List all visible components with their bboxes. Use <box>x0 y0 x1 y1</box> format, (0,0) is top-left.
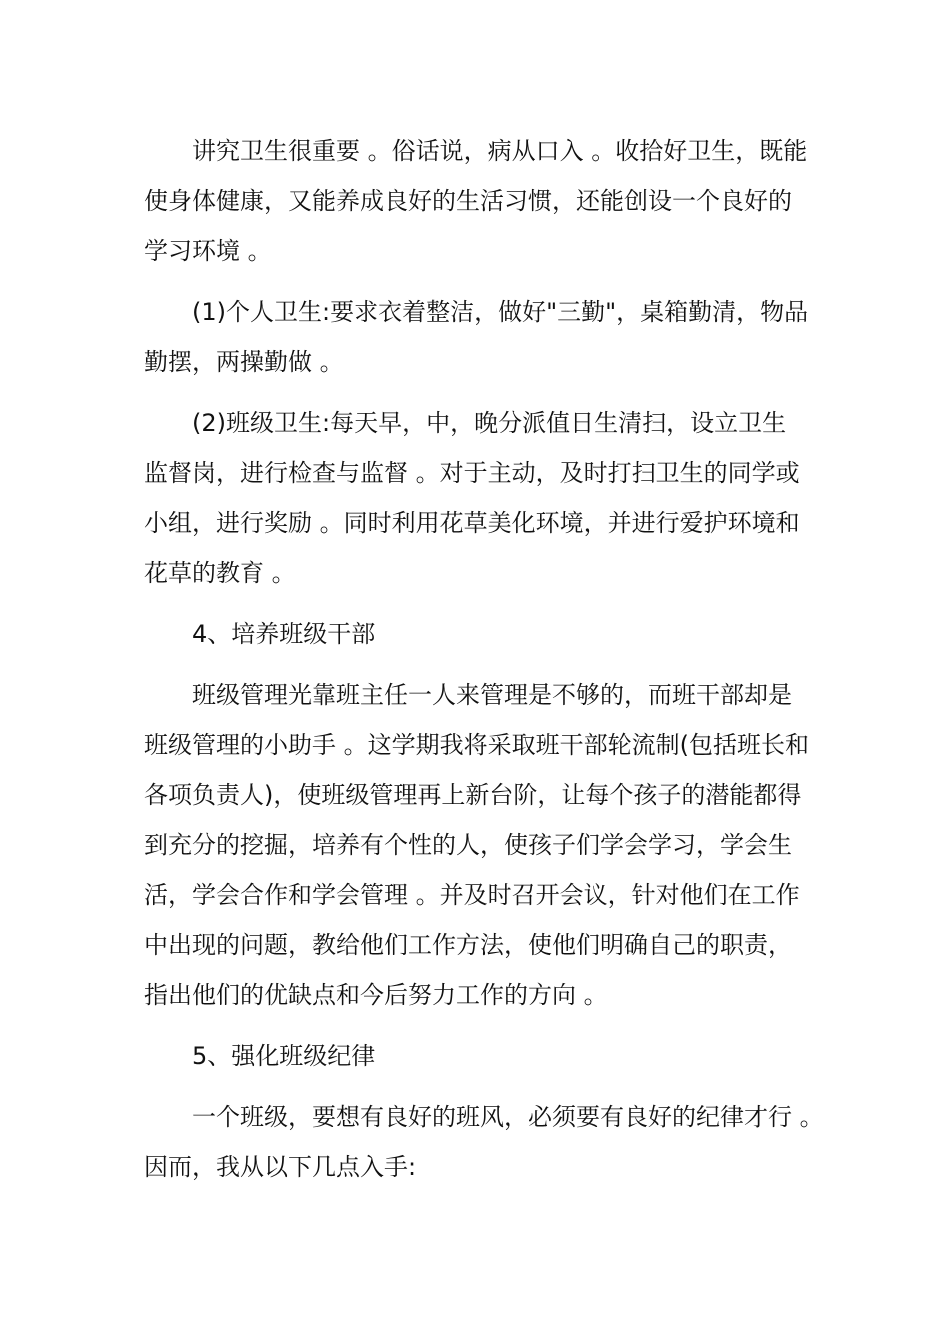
document-body <box>144 126 824 1203</box>
paragraph-class-cadres <box>144 670 810 1020</box>
section-heading-discipline <box>144 1031 810 1081</box>
paragraph-class-hygiene <box>144 398 810 598</box>
paragraph-discipline <box>144 1092 824 1192</box>
heading-text: 4、培养班级干部 <box>192 620 376 648</box>
section-heading-cadres <box>144 609 810 659</box>
text-line: 班级管理的小助手 。这学期我将采取班干部轮流制(包括班长和 <box>144 731 809 759</box>
text-line: 小组，进行奖励 。同时利用花草美化环境，并进行爱护环境和 <box>144 509 800 537</box>
text-line: 班级管理光靠班主任一人来管理是不够的，而班干部却是 <box>192 681 792 709</box>
text-line: 讲究卫生很重要 。俗话说，病从口入 。收拾好卫生，既能 <box>192 137 808 165</box>
text-line: 花草的教育 。 <box>144 559 296 587</box>
text-line: 学习环境 。 <box>144 237 272 265</box>
text-line: (2)班级卫生:每天早，中，晚分派值日生清扫，设立卫生 <box>192 409 787 437</box>
text-line: 各项负责人)，使班级管理再上新台阶，让每个孩子的潜能都得 <box>144 781 802 809</box>
text-line: 使身体健康，又能养成良好的生活习惯，还能创设一个良好的 <box>144 187 792 215</box>
text-line: 指出他们的优缺点和今后努力工作的方向 。 <box>144 981 608 1009</box>
text-line: 监督岗，进行检查与监督 。对于主动，及时打扫卫生的同学或 <box>144 459 800 487</box>
heading-text: 5、强化班级纪律 <box>192 1042 376 1070</box>
text-line: 一个班级，要想有良好的班风，必须要有良好的纪律才行 。 <box>192 1103 824 1131</box>
text-line: 活，学会合作和学会管理 。并及时召开会议，针对他们在工作 <box>144 881 800 909</box>
text-line: 因而，我从以下几点入手: <box>144 1153 417 1181</box>
text-line: 勤摆，两操勤做 。 <box>144 348 344 376</box>
text-line: (1)个人卫生:要求衣着整洁，做好"三勤"，桌箱勤清，物品 <box>192 298 809 326</box>
text-line: 中出现的问题，教给他们工作方法，使他们明确自己的职责， <box>144 931 792 959</box>
paragraph-personal-hygiene <box>144 287 810 387</box>
paragraph-hygiene-intro <box>144 126 810 276</box>
text-line: 到充分的挖掘，培养有个性的人，使孩子们学会学习，学会生 <box>144 831 792 859</box>
